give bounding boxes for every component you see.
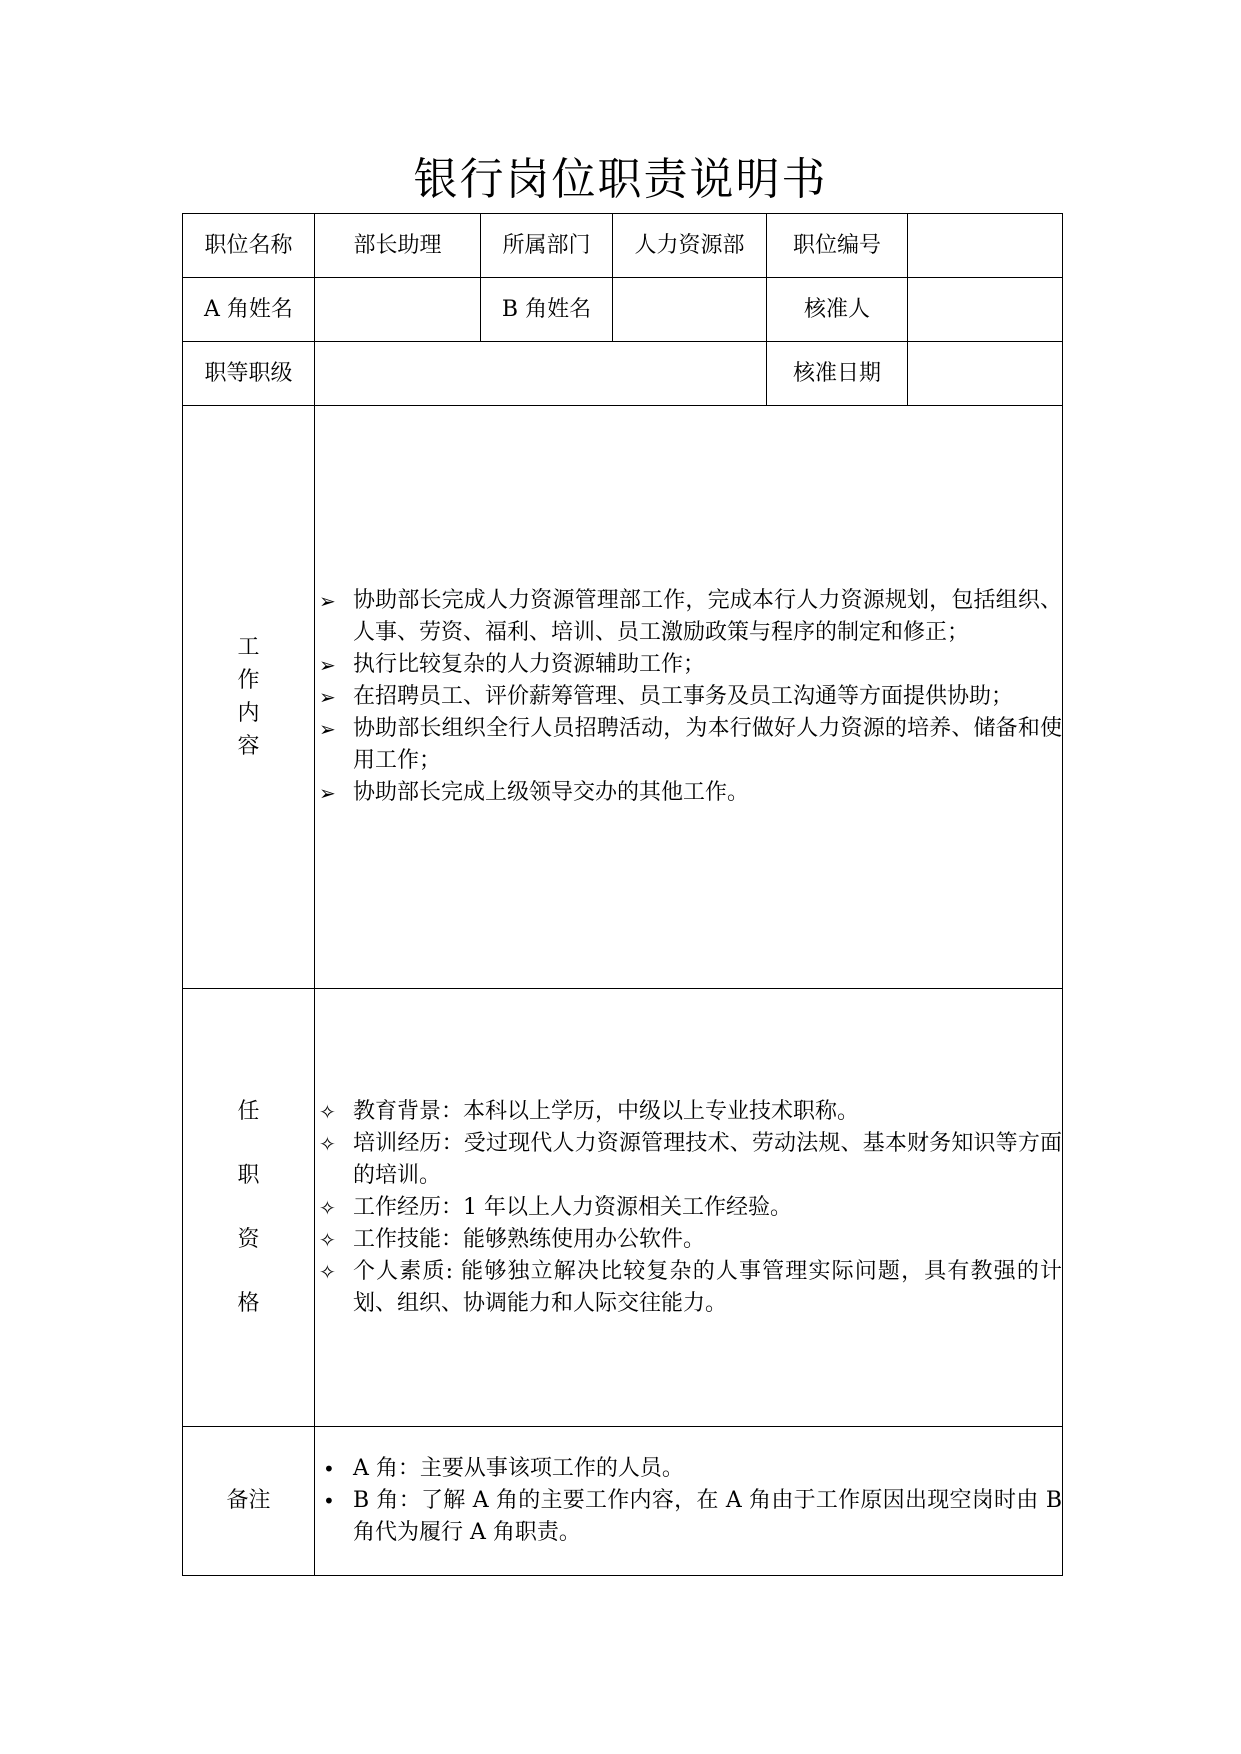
row-work-content [183,406,1063,989]
work-content-list [315,585,1062,809]
arrow-bullet-icon: ➢ [319,653,336,677]
work-content-cell [315,406,1063,989]
a-name-value [315,278,481,342]
list-item: ✧ 培训经历：受过现代人力资源管理技术、劳动法规、基本财务知识等方面的培训。 [315,1128,1062,1192]
row-qualifications [183,989,1063,1427]
arrow-bullet-icon: ➢ [319,685,336,709]
approve-date-label: 核准日期 [767,342,908,406]
diamond-star-bullet-icon: ✧ [319,1131,336,1156]
arrow-bullet-icon: ➢ [319,717,336,741]
dot-bullet-icon: • [323,1489,335,1513]
qualifications-cell [315,989,1063,1427]
diamond-star-bullet-icon: ✧ [319,1195,336,1220]
position-no-label: 职位编号 [767,214,908,278]
dot-bullet-icon: • [323,1457,335,1481]
grade-value [315,342,767,406]
notes-label: 备注 [183,1427,315,1576]
position-no-value [908,214,1063,278]
approver-value [908,278,1063,342]
row-names [183,278,1063,342]
b-name-label: B 角姓名 [481,278,613,342]
approver-label: 核准人 [767,278,908,342]
list-item: ➢ 协助部长完成人力资源管理部工作，完成本行人力资源规划，包括组织、人事、劳资、福利、培训、员工激励政策与程序的制定和修正； [315,585,1062,649]
b-name-value [613,278,767,342]
arrow-bullet-icon: ➢ [319,781,336,805]
position-name-label: 职位名称 [183,214,315,278]
qualifications-label: 任 职 资 格 [183,989,315,1427]
notes-list [315,1453,1062,1549]
row-grade [183,342,1063,406]
diamond-star-bullet-icon: ✧ [319,1099,336,1124]
list-item: ✧ 个人素质: 能够独立解决比较复杂的人事管理实际问题，具有教强的计划、组织、协调能力和人际交往能力。 [315,1256,1062,1320]
diamond-star-bullet-icon: ✧ [319,1259,336,1284]
position-name-value: 部长助理 [315,214,481,278]
list-item: • B 角：了解 A 角的主要工作内容，在 A 角由于工作原因出现空岗时由 B 角代为履行 A 角职责。 [315,1485,1062,1549]
diamond-star-bullet-icon: ✧ [319,1227,336,1252]
list-item: ✧ 教育背景：本科以上学历，中级以上专业技术职称。 [315,1096,1062,1128]
list-item: ✧ 工作技能：能够熟练使用办公软件。 [315,1224,1062,1256]
approve-date-value [908,342,1063,406]
job-description-table [182,213,1063,1576]
row-notes [183,1427,1063,1576]
list-item: ➢ 执行比较复杂的人力资源辅助工作； [315,649,1062,681]
list-item: ✧ 工作经历：1 年以上人力资源相关工作经验。 [315,1192,1062,1224]
department-label: 所属部门 [481,214,613,278]
qualifications-list [315,1096,1062,1320]
a-name-label: A 角姓名 [183,278,315,342]
document-title: 银行岗位职责说明书 [413,154,828,205]
work-content-label: 工 作 内 容 [183,406,315,989]
grade-label: 职等职级 [183,342,315,406]
list-item: • A 角：主要从事该项工作的人员。 [315,1453,1062,1485]
department-value: 人力资源部 [613,214,767,278]
row-position-info [183,214,1063,278]
notes-cell [315,1427,1063,1576]
list-item: ➢ 协助部长组织全行人员招聘活动，为本行做好人力资源的培养、储备和使用工作； [315,713,1062,777]
arrow-bullet-icon: ➢ [319,589,336,613]
list-item: ➢ 协助部长完成上级领导交办的其他工作。 [315,777,1062,809]
list-item: ➢ 在招聘员工、评价薪筹管理、员工事务及员工沟通等方面提供协助； [315,681,1062,713]
